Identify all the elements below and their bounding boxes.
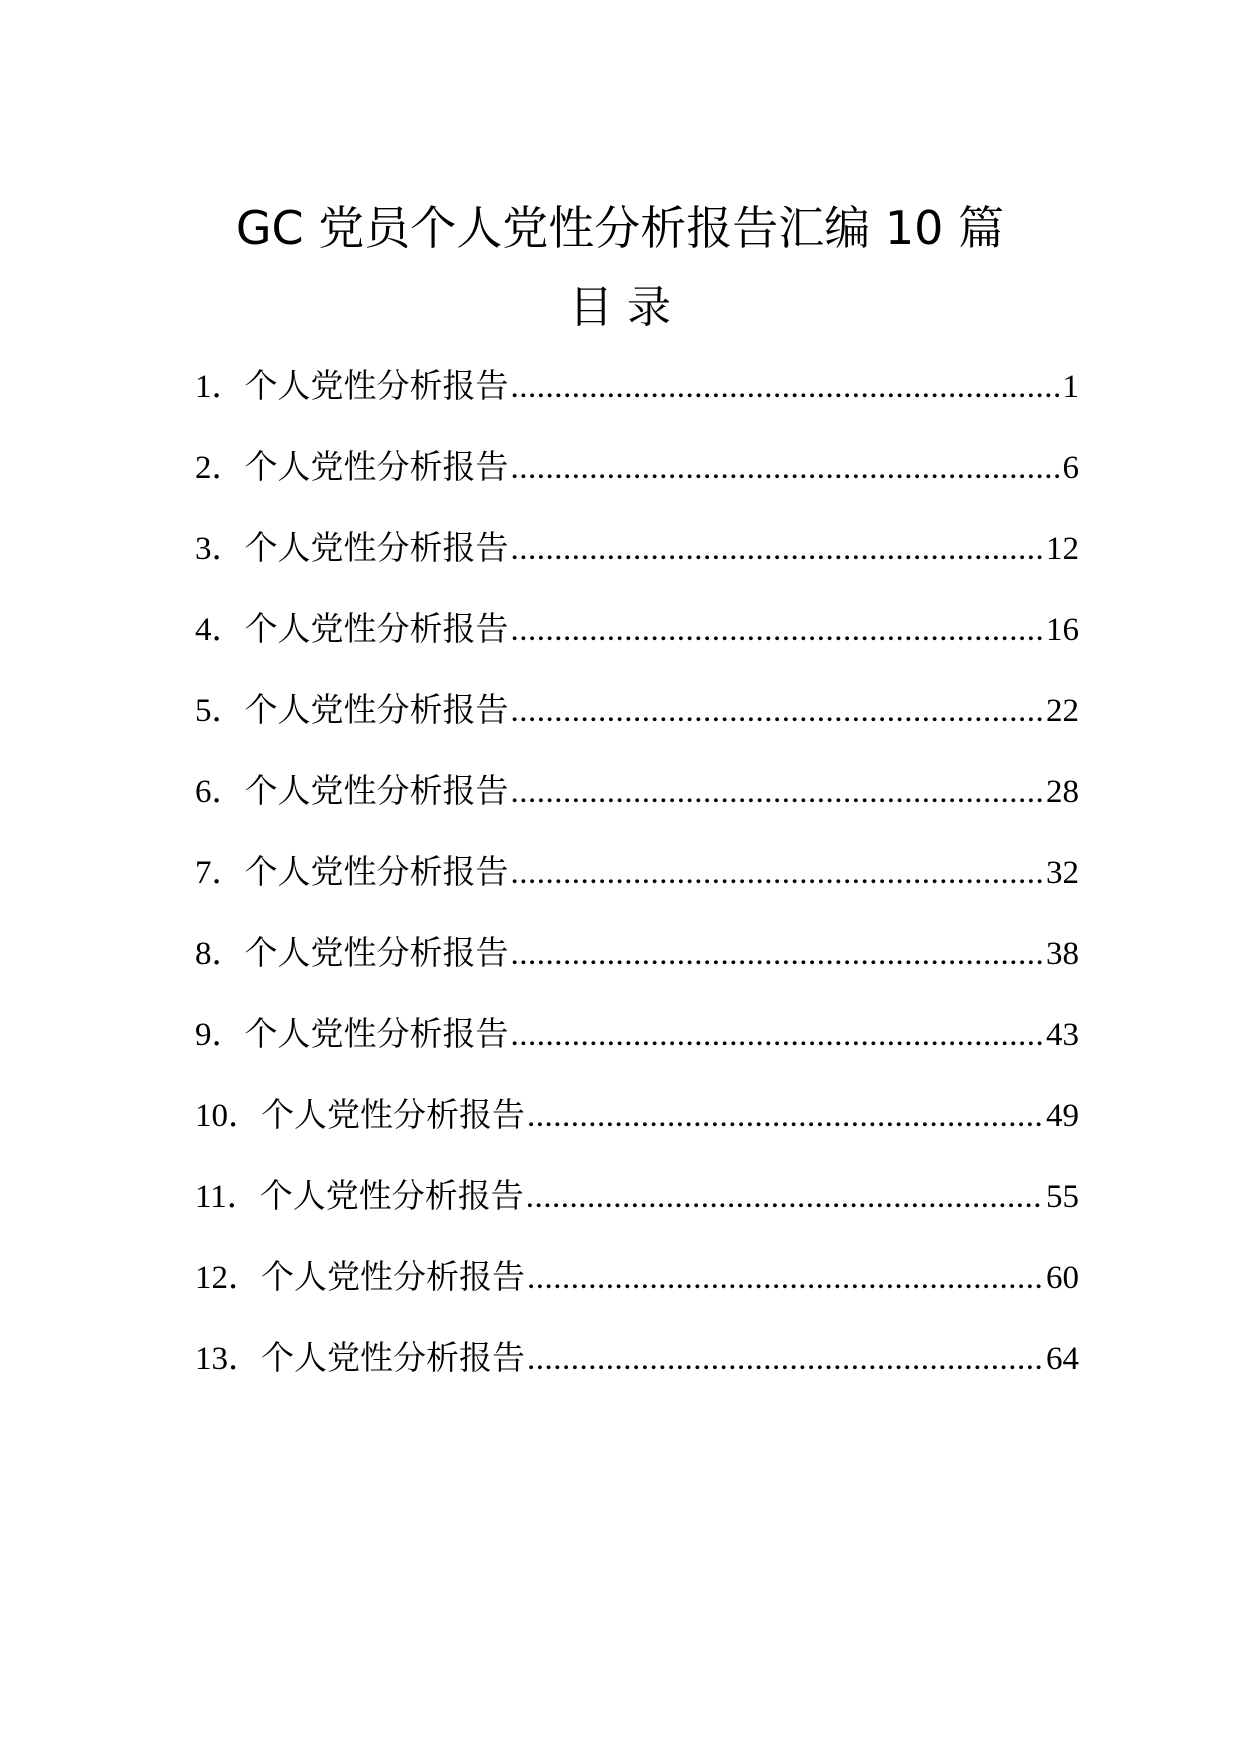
toc-entry-page-number: 6 (1062, 450, 1079, 486)
toc-dot-leader (511, 774, 1045, 811)
toc-entry[interactable] (195, 1170, 1079, 1251)
toc-entry-page-number: 38 (1046, 936, 1079, 972)
toc-entry-number: 3． (195, 531, 245, 567)
toc-entry[interactable] (195, 360, 1079, 441)
toc-entry-title: 个人党性分析报告 (244, 771, 509, 810)
toc-dot-leader (511, 369, 1061, 406)
toc-entry[interactable] (195, 1332, 1079, 1413)
table-of-contents (195, 360, 1079, 1413)
toc-entry-number: 4． (195, 612, 245, 648)
toc-entry-page-number: 43 (1046, 1017, 1079, 1053)
toc-dot-leader (511, 1017, 1045, 1054)
toc-entry[interactable] (195, 684, 1079, 765)
toc-entry[interactable] (195, 1008, 1079, 1089)
document-title: GC 党员个人党性分析报告汇编 10 篇 (235, 201, 1005, 255)
toc-entry-title: 个人党性分析报告 (244, 852, 509, 891)
toc-entry-page-number: 55 (1046, 1179, 1079, 1215)
toc-entry-number: 7． (195, 855, 245, 891)
toc-entry-number: 1． (195, 369, 245, 405)
toc-dot-leader (511, 450, 1061, 487)
toc-dot-leader (527, 1098, 1044, 1135)
toc-entry[interactable] (195, 441, 1079, 522)
toc-entry-title: 个人党性分析报告 (261, 1257, 525, 1296)
toc-entry-title: 个人党性分析报告 (244, 609, 509, 648)
toc-dot-leader (511, 693, 1045, 730)
toc-entry[interactable] (195, 522, 1079, 603)
toc-entry-number: 12． (195, 1260, 261, 1296)
toc-dot-leader (527, 1260, 1044, 1297)
toc-entry[interactable] (195, 765, 1079, 846)
toc-entry[interactable] (195, 1089, 1079, 1170)
toc-entry-page-number: 12 (1046, 531, 1079, 567)
toc-entry-page-number: 60 (1046, 1260, 1079, 1296)
toc-dot-leader (511, 855, 1045, 892)
toc-entry[interactable] (195, 1251, 1079, 1332)
toc-dot-leader (527, 1341, 1044, 1378)
toc-entry-title: 个人党性分析报告 (244, 447, 509, 486)
toc-dot-leader (511, 612, 1045, 649)
toc-entry-number: 2． (195, 450, 245, 486)
toc-entry-title: 个人党性分析报告 (244, 1014, 509, 1053)
toc-entry-title: 个人党性分析报告 (244, 528, 509, 567)
toc-entry-title: 个人党性分析报告 (244, 933, 509, 972)
toc-entry[interactable] (195, 603, 1079, 684)
toc-entry-number: 8． (195, 936, 245, 972)
toc-entry-page-number: 64 (1046, 1341, 1079, 1377)
toc-entry-number: 11． (195, 1179, 260, 1215)
toc-entry-number: 10． (195, 1098, 261, 1134)
toc-entry-title: 个人党性分析报告 (261, 1095, 525, 1134)
toc-entry-title: 个人党性分析报告 (261, 1338, 525, 1377)
toc-dot-leader (511, 936, 1045, 973)
toc-entry-title: 个人党性分析报告 (244, 366, 509, 405)
toc-entry-number: 9． (195, 1017, 245, 1053)
toc-heading: 目 录 (569, 282, 671, 333)
toc-entry-page-number: 32 (1046, 855, 1079, 891)
toc-dot-leader (511, 531, 1045, 568)
toc-entry-number: 13． (195, 1341, 261, 1377)
toc-entry-page-number: 49 (1046, 1098, 1079, 1134)
toc-entry-number: 5． (195, 693, 245, 729)
toc-entry-page-number: 28 (1046, 774, 1079, 810)
toc-entry-page-number: 22 (1046, 693, 1079, 729)
toc-entry-page-number: 1 (1062, 369, 1079, 405)
toc-entry-title: 个人党性分析报告 (244, 690, 509, 729)
toc-entry[interactable] (195, 846, 1079, 927)
toc-entry-title: 个人党性分析报告 (259, 1176, 524, 1215)
toc-dot-leader (526, 1179, 1044, 1216)
toc-entry[interactable] (195, 927, 1079, 1008)
toc-entry-number: 6． (195, 774, 245, 810)
toc-entry-page-number: 16 (1046, 612, 1079, 648)
